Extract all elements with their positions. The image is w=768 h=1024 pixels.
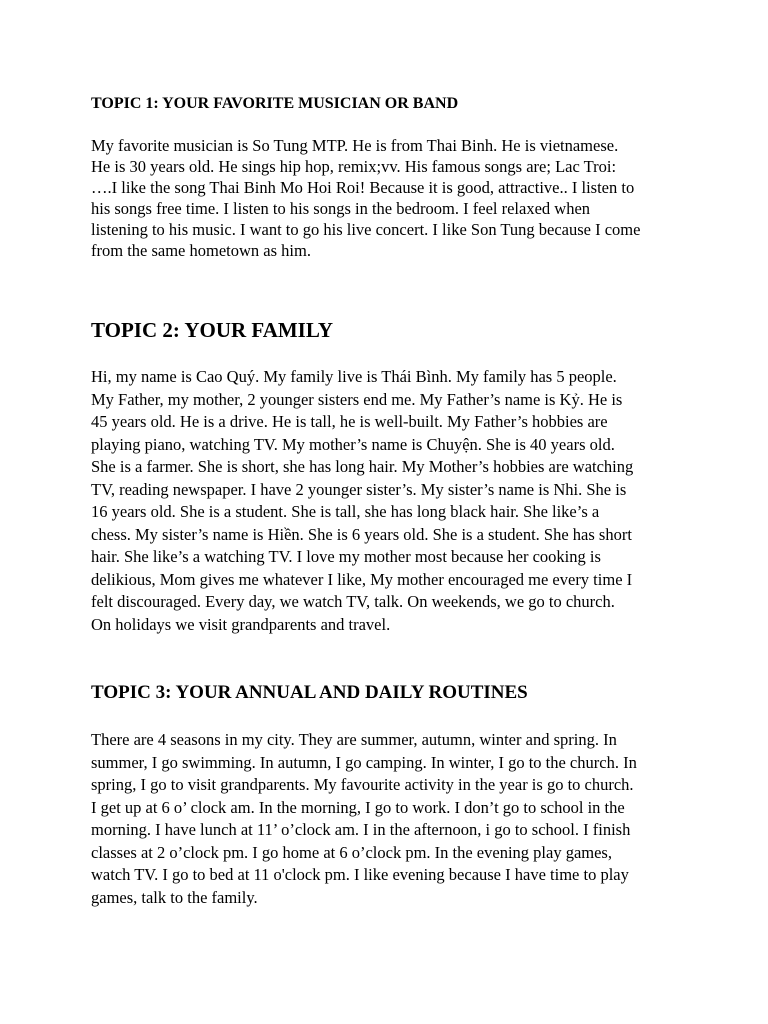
paragraph-line: spring, I go to visit grandparents. My favourite activity in the year is go to church. — [91, 775, 634, 794]
paragraph-line: He is 30 years old. He sings hip hop, remix;vv. His famous songs are; Lac Troi: — [91, 157, 617, 176]
paragraph-line: 16 years old. She is a student. She is tall, she has long black hair. She like’s a — [91, 502, 600, 521]
topic-2-paragraph — [91, 366, 711, 636]
paragraph-line: playing piano, watching TV. My mother’s name is Chuyện. She is 40 years old. — [91, 434, 615, 454]
paragraph-line: from the same hometown as him. — [91, 241, 311, 260]
topic-3-heading: TOPIC 3: YOUR ANNUAL AND DAILY ROUTINES — [91, 682, 528, 703]
paragraph-line: listening to his music. I want to go his live concert. I like Son Tung because I come — [91, 220, 641, 239]
paragraph-line: hair. She like’s a watching TV. I love my mother most because her cooking is — [91, 547, 601, 566]
paragraph-line: ….I like the song Thai Binh Mo Hoi Roi! Because it is good, attractive.. I listen to — [91, 178, 635, 197]
paragraph-line: felt discouraged. Every day, we watch TV, talk. On weekends, we go to church. — [91, 592, 615, 611]
paragraph-line: On holidays we visit grandparents and travel. — [91, 614, 391, 634]
paragraph-line: I get up at 6 o’ clock am. In the morning, I go to work. I don’t go to school in the — [91, 797, 625, 817]
topic-1-heading: TOPIC 1: YOUR FAVORITE MUSICIAN OR BAND — [91, 95, 459, 112]
topic-1-paragraph — [91, 135, 711, 261]
paragraph-line: There are 4 seasons in my city. They are summer, autumn, winter and spring. In — [91, 730, 617, 749]
paragraph-line: classes at 2 o’clock pm. I go home at 6 o’clock pm. In the evening play games, — [91, 842, 612, 862]
paragraph-line: My favorite musician is So Tung MTP. He is from Thai Binh. He is vietnamese. — [91, 136, 619, 155]
paragraph-line: morning. I have lunch at 11’ o’clock am. I in the afternoon, i go to school. I finish — [91, 820, 631, 839]
paragraph-line: 45 years old. He is a drive. He is tall, he is well-built. My Father’s hobbies are — [91, 412, 608, 431]
paragraph-line: chess. My sister’s name is Hiền. She is 6 years old. She is a student. She has short — [91, 524, 632, 544]
paragraph-line: TV, reading newspaper. I have 2 younger sister’s. My sister’s name is Nhi. She is — [91, 479, 627, 499]
topic-2-heading: TOPIC 2: YOUR FAMILY — [91, 318, 334, 342]
paragraph-line: watch TV. I go to bed at 11 o'clock pm. I like evening because I have time to play — [91, 865, 629, 884]
paragraph-line: delikious, Mom gives me whatever I like, My mother encouraged me every time I — [91, 569, 633, 589]
paragraph-line: games, talk to the family. — [91, 887, 258, 907]
paragraph-line: My Father, my mother, 2 younger sisters end me. My Father’s name is Kỷ. He is — [91, 389, 623, 409]
paragraph-line: Hi, my name is Cao Quý. My family live is Thái Bình. My family has 5 people. — [91, 367, 617, 386]
paragraph-line: She is a farmer. She is short, she has long hair. My Mother’s hobbies are watching — [91, 457, 634, 476]
paragraph-line: his songs free time. I listen to his songs in the bedroom. I feel relaxed when — [91, 199, 591, 218]
topic-3-paragraph — [91, 729, 711, 909]
paragraph-line: summer, I go swimming. In autumn, I go camping. In winter, I go to the church. In — [91, 752, 637, 772]
